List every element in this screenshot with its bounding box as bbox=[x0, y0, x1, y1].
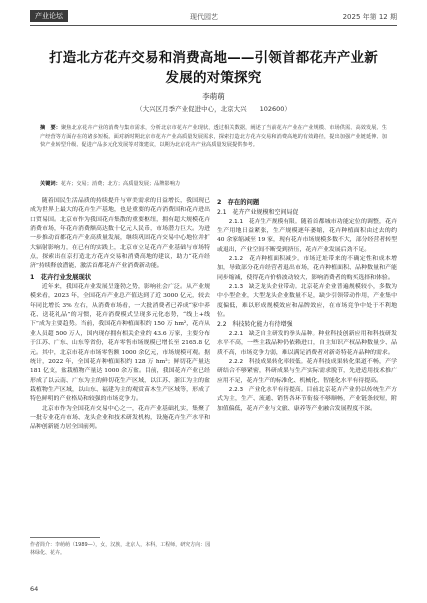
author-footnote: 作者简介：李萌萌（1989—），女，汉族，北京人，本科，工程师，研究方向：园林绿化、花卉。 bbox=[30, 542, 211, 556]
body-paragraph bbox=[217, 255, 397, 283]
abstract-label: 摘 要： bbox=[40, 125, 62, 131]
section-heading-2: 2 存在的问题 bbox=[217, 199, 260, 206]
right-column bbox=[217, 197, 397, 532]
subsubsection-heading: 2.2.3 产业化水平有待提高。 bbox=[228, 386, 307, 393]
keywords-label: 关键词： bbox=[40, 181, 61, 187]
section-tag: 产业论坛 bbox=[30, 10, 68, 22]
keywords bbox=[40, 180, 387, 189]
author-affiliation: （大兴区月季产业促进中心，北京大兴 102600） bbox=[136, 105, 291, 113]
article-title bbox=[28, 48, 399, 88]
subsubsection-heading: 2.2.1 缺乏自主研发的拳头品种。 bbox=[228, 330, 319, 337]
body-paragraph: 近年来，我国花卉业发展呈蓬勃之势，影响社会广泛。从产业规模来看，2023 年，全国花卉产业总产值达到了近 3000 亿元，较去年同比增长 3% 左右，从消费市场看，一大批消费者已养成“家中养花、送花礼品”的习惯，花卉消费模式呈现多元化态势，“线上+线下”成为主要趋势。当前，我国花卉种植面积约 150 万 hm²，花卉从业人员超 500 万人，国内现存拥有相关企业约 43.6 万家，主要分布于江苏、广东、山东等省份，花卉零售市场规模已增长至 2165.8 亿元。其中，北京市花卉市场零售额 1000 余亿元，市场规模可观。据统计，2022 年，全国花卉种植面积约 128 万 hm²；鲜切花产量达 181 亿支，盆栽植物产量达 1000 余万盆。目前，我国花卉产业已经形成了以云南、广东为主的鲜切花生产区域，以江苏、浙江为主的盆栽植物生产区域，以山东、福建为主的观赏苗木生产区域等，形成了特色鲜明的产业格局和较强的市场竞争力。 bbox=[30, 284, 210, 403]
body-paragraph bbox=[217, 283, 397, 320]
subsubsection-heading: 2.1.2 花卉种植面积减少。 bbox=[228, 256, 304, 263]
footnote-rule bbox=[30, 537, 100, 538]
paragraph-text: 目前北京花卉产业仍以传统生产方式为主，生产、流通、销售各环节衔接不够顺畅，产业链条较短，附加值偏低，花卉产业与文旅、康养等产业融合发展程度不深。 bbox=[217, 386, 397, 412]
journal-name: 现代园艺 bbox=[190, 13, 218, 21]
subsubsection-heading: 2.1.1 花卉生产规模有限。 bbox=[228, 218, 301, 225]
subsubsection-heading: 2.2.2 科技成果转化率较低。 bbox=[228, 358, 307, 365]
paragraph-text: 市场迁址带来的不确定性和成本增加，导致部分花卉经营者退出市场，花卉种植面积、品种数量和产能同步缩减，使得花卉价格波动较大，影响消费者的购买选择和体验。 bbox=[217, 256, 397, 281]
abstract-text: 聚焦北京花卉产业的消费与集市需求，分析北京市花卉产业现状，透过相关数据，阐述了当前花卉产业在产业规模、市场供需、高效发展、生产经营等方面存在的诸多短板。面对新时期北京市花卉产业高质量发展需求，探索打造北方花卉交易和消费高地的有效路径，提出加强产业链延伸、加快产业转型升级、促进产品多元化发展等对策建议，以期为北京花卉产业高质量发展提供参考。 bbox=[40, 125, 387, 149]
page-number: 64 bbox=[30, 585, 39, 593]
subsubsection-heading: 2.1.3 缺乏龙头企业带动。 bbox=[228, 284, 301, 291]
paragraph-text: 种业科技创新应用和科技研发水平不高，一些主栽品种仍依赖进口，自主知识产权品种数量少、品质不高，市场竞争力弱，难以满足消费者对新奇特花卉品种的需求。 bbox=[217, 330, 397, 356]
section-heading-1: 1 花卉行业发展现状 bbox=[30, 273, 92, 281]
title-line-2: 发展的对策探究 bbox=[165, 70, 262, 86]
author-name: 李萌萌 bbox=[202, 92, 225, 101]
abstract bbox=[40, 124, 387, 150]
paragraph-text: 北京花卉企业普遍规模较小，多数为中小型企业，大型龙头企业数量不足，缺少引领带动作用，产业集中度偏低，难以形成规模效应和品牌效应，在市场竞争中处于不利地位。 bbox=[217, 284, 397, 319]
keywords-text: 花卉；交易；消费；北方；高质量发展；品牌影响力 bbox=[60, 181, 181, 187]
subsection-heading: 2.1 花卉产业规模和空间局促 bbox=[217, 209, 299, 217]
body-paragraph: 北京市作为全国花卉交易中心之一，花卉产业基础扎实，集聚了一批专业花卉市场、龙头企业和技术研发机构，设施花卉生产水平和品种创新能力居全国前列。 bbox=[30, 405, 210, 431]
body-paragraph bbox=[217, 358, 397, 386]
subsection-heading: 2.2 科技转化能力有待增强 bbox=[217, 321, 293, 329]
left-column bbox=[30, 197, 210, 532]
issue-label: 2025 年第 12 期 bbox=[342, 13, 397, 21]
body-paragraph bbox=[217, 330, 397, 358]
paragraph-text: 花卉科技成果转化渠道不畅，产学研结合不够紧密，科研成果与生产实际需求脱节，先进适用技术推广应用不足，花卉生产的标准化、机械化、智能化水平有待提高。 bbox=[217, 358, 397, 384]
paragraph-text: 随着首都城市功能定位的调整，花卉生产用地日益紧张，生产规模逐年萎缩，花卉种植面积由过去的约 40 余家缩减至 19 家，现有花卉市场规模多数不大，部分经营者转型或退出，产业空间不断受到挤压，花卉产业发展后劲不足。 bbox=[217, 218, 397, 253]
header-rule bbox=[30, 25, 397, 26]
body-paragraph bbox=[217, 386, 397, 414]
title-line-1: 打造北方花卉交易和消费高地——引领首都花卉产业新 bbox=[49, 50, 378, 66]
intro-paragraph: 随着国民生活品质的持续提升与审美需求的日益增长，我国现已成为世界上最大的花卉生产基地，也是重要的花卉消费国和花卉进出口贸易国。北京市作为我国花卉集散的重要枢纽，拥有超大规模花卉消费市场，年花卉消费额高达数十亿元人民币，市场潜力巨大。为进一步推动首都花卉产业高质量发展，继续巩固花卉交易中心地位并扩大辐射影响力，在已有的实践上，北京市立足花卉产业基础与市场特点，探索出在京打造北方花卉交易和消费高地的建议，助力“花卉经济”持续释放潜能，激活首都花卉产业消费新动能。 bbox=[30, 198, 210, 270]
body-paragraph bbox=[217, 218, 397, 255]
